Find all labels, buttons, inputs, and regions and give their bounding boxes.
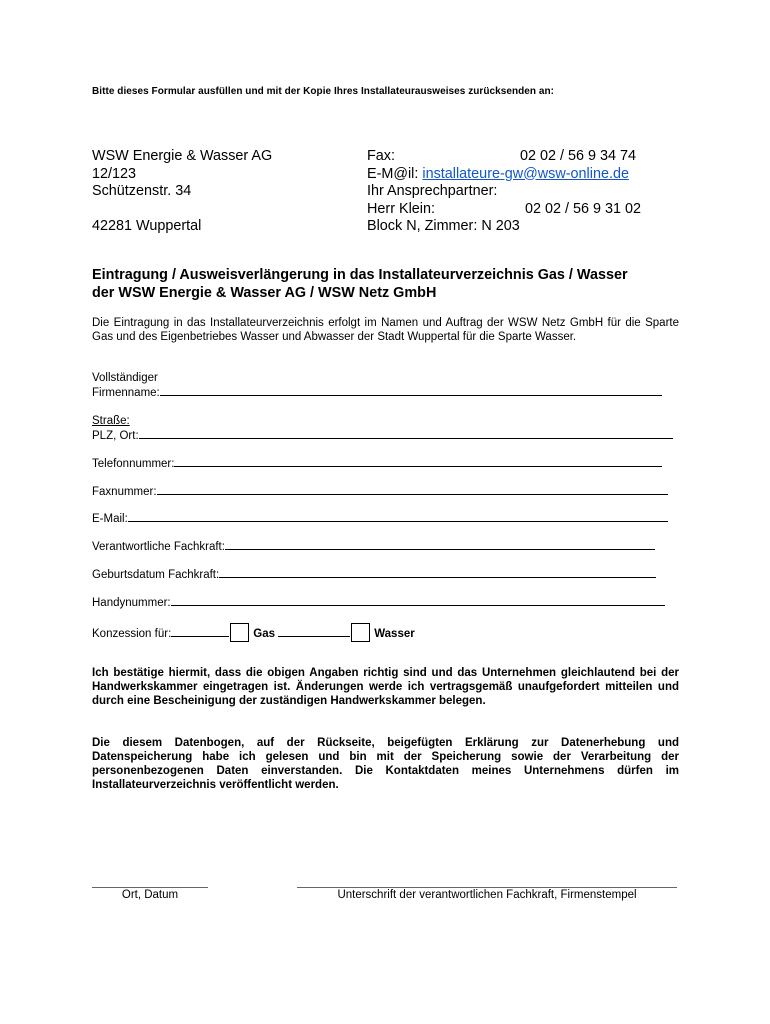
company-name-field — [92, 371, 662, 400]
phone-input-line[interactable] — [174, 456, 662, 467]
place-date-line[interactable] — [92, 887, 208, 888]
heading-line-2: der WSW Energie & Wasser AG / WSW Netz GmbH — [92, 285, 437, 301]
gas-label: Gas — [253, 628, 276, 640]
company-name-input-line[interactable] — [160, 385, 662, 396]
responsible-field — [92, 539, 655, 554]
place-date-label: Ort, Datum — [121, 889, 179, 901]
email-field-label: E-Mail: — [92, 513, 128, 525]
fax-field — [92, 484, 668, 499]
concession-label: Konzession für: — [92, 628, 172, 640]
fax-field-label: Faxnummer: — [92, 486, 157, 498]
birthdate-label: Geburtsdatum Fachkraft: — [92, 569, 220, 581]
street-address: Schützenstr. 34 — [92, 183, 192, 199]
birthdate-input-line[interactable] — [219, 567, 656, 578]
data-consent-paragraph: Die diesem Datenbogen, auf der Rückseite, beigefügten Erklärung zur Datenerhebung und Datenspeicherung habe ich gelesen und bin mit der Speicherung sowie der Verarbeitung der personenbezogenen Daten einverstanden. Die Kontaktdaten meines Unternehmens dürfen im Installateurverzeichnis veröffentlicht werden. — [92, 737, 679, 791]
concession-line-gas — [171, 626, 229, 637]
responsible-label: Verantwortliche Fachkraft: — [92, 541, 225, 553]
responsible-input-line[interactable] — [225, 539, 655, 550]
email-label: E-M@il: — [367, 165, 423, 182]
company-name-label-1: Vollständiger — [92, 372, 158, 384]
city-address: 42281 Wuppertal — [92, 218, 202, 234]
fax-label: Fax: — [367, 148, 395, 164]
room-info: Block N, Zimmer: N 203 — [367, 218, 520, 234]
mobile-field — [92, 595, 665, 610]
signature-label: Unterschrift der verantwortlichen Fachkraft, Firmenstempel — [337, 889, 637, 901]
fax-value: 02 02 / 56 9 34 74 — [520, 148, 637, 164]
email-input-line[interactable] — [128, 511, 668, 522]
phone-label: Telefonnummer: — [92, 458, 175, 470]
water-checkbox[interactable] — [351, 623, 370, 642]
concession-line-water — [278, 626, 350, 637]
address-field — [92, 414, 673, 443]
phone-field — [92, 456, 662, 471]
water-label: Wasser — [374, 628, 415, 640]
signature-line[interactable] — [297, 887, 677, 888]
birthdate-field — [92, 567, 656, 582]
contact-name: Herr Klein: — [367, 200, 435, 217]
recipient-address — [92, 148, 272, 236]
mobile-input-line[interactable] — [171, 595, 665, 606]
plz-ort-input-line[interactable] — [139, 428, 673, 439]
company-name-label-2: Firmenname: — [92, 387, 160, 399]
email-link[interactable]: installateure-gw@wsw-online.de — [422, 165, 629, 182]
street-label: Straße: — [92, 415, 130, 427]
email-field — [92, 511, 668, 526]
intro-paragraph: Die Eintragung in das Installateurverzeichnis erfolgt im Namen und Auftrag der WSW Netz GmbH für die Sparte Gas und des Eigenbetriebes Wasser und Abwasser der Stadt Wuppertal für die Sparte Wasser. — [92, 317, 679, 343]
confirmation-paragraph: Ich bestätige hiermit, dass die obigen Angaben richtig sind und das Unternehmen gleichlautend bei der Handwerkskammer eingetragen ist. Änderungen werde ich vertragsgemäß unaufgefordert mitteilen und durch eine Bescheinigung der zuständigen Handwerkskammer belegen. — [92, 667, 679, 707]
contact-label: Ihr Ansprechpartner: — [367, 183, 498, 199]
contact-phone: 02 02 / 56 9 31 02 — [525, 200, 642, 217]
gas-checkbox[interactable] — [230, 623, 249, 642]
intro-text: Bitte dieses Formular ausfüllen und mit der Kopie Ihres Installateurausweises zurücksenden an: — [92, 86, 555, 97]
company-name: WSW Energie & Wasser AG — [92, 148, 273, 164]
mobile-label: Handynummer: — [92, 597, 171, 609]
fax-input-line[interactable] — [157, 484, 668, 495]
heading-line-1: Eintragung / Ausweisverlängerung in das Installateurverzeichnis Gas / Wasser — [92, 267, 628, 283]
concession-field — [92, 623, 415, 642]
plz-ort-label: PLZ, Ort: — [92, 430, 139, 442]
department-code: 12/123 — [92, 165, 137, 182]
form-heading — [92, 266, 628, 302]
contact-details — [367, 148, 657, 236]
